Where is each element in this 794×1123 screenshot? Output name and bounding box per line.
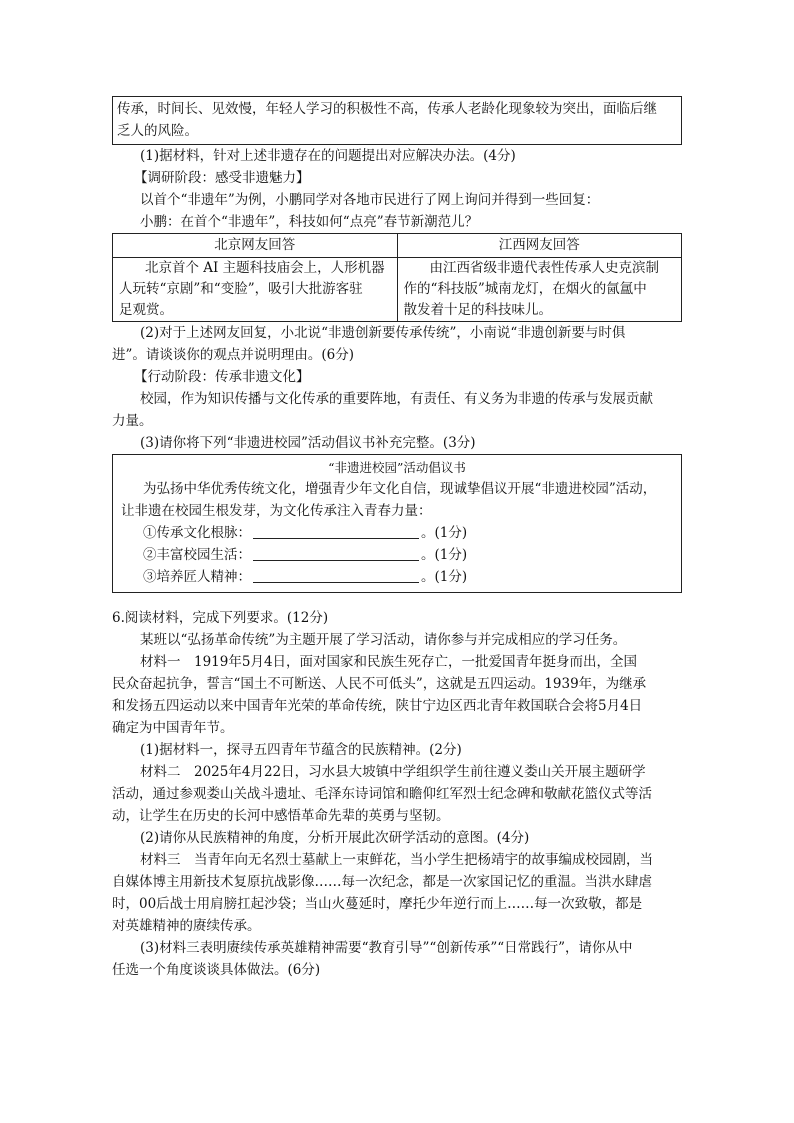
campus-paragraph-line: 力量。 [112,413,153,429]
question-2-line: (2)对于上述网友回复，小北说“非遗创新要传承传统”，小南说“非遗创新要与时俱 [140,325,626,341]
proposal-item-score: 。(1分) [421,547,468,563]
question-6-1: (1)据材料一，探寻五四青年节蕴含的民族精神。(2分) [140,742,462,758]
question-2-line: 进”。请谈谈你的观点并说明理由。(6分) [112,347,355,363]
material-3-line: 材料三 当青年向无名烈士墓献上一束鲜花，当小学生把杨靖宇的故事编成校园剧，当 [140,852,653,868]
material-2-line: 材料二 2025年4月22日，习水县大坡镇中学组织学生前往遵义娄山关开展主题研学 [140,764,646,780]
proposal-item-2 [121,544,673,566]
beijing-reply-line: 足观赏。 [119,302,173,318]
answer-blank[interactable] [253,524,419,539]
material-1-line: 和发扬五四运动以来中国青年光荣的革命传统，陕甘宁边区西北青年救国联合会将5月4日 [112,698,643,714]
proposal-intro-line: 为弘扬中华优秀传统文化，增强青少年文化自信，现诚挚倡议开展“非遗进校园”活动， [143,481,657,497]
proposal-item-label: ①传承文化根脉： [143,525,251,541]
question-6-3-line: (3)材料三表明赓续传承英雄精神需要“教育引导”“创新传承”“日常践行”，请你从中 [140,940,633,956]
xiaopeng-question: 小鹏：在首个“非遗年”，科技如何“点亮”春节新潮范儿？ [140,214,479,230]
material-3-line: 对英雄精神的赓续传承。 [112,918,261,934]
proposal-item-1 [121,522,673,544]
netizen-reply-table [112,233,682,322]
jiangxi-reply-line: 由江西省级非遗代表性传承人史克滨制 [429,260,659,276]
question-6-intro: 某班以“弘扬革命传统”为主题开展了学习活动，请你参与并完成相应的学习任务。 [140,632,627,648]
jiangxi-reply-line: 作的“科技版”城南龙灯，在烟火的氤氲中 [403,281,647,297]
jiangxi-reply-line: 散发着十足的科技味儿。 [403,302,552,318]
beijing-column [113,234,397,321]
question-6-2: (2)请你从民族精神的角度，分析开展此次研学活动的意图。(4分) [140,830,530,846]
action-stage-heading: 【行动阶段：传承非遗文化】 [134,369,310,385]
material-2-line: 动，让学生在历史的长河中感悟革命先辈的英勇与坚韧。 [112,808,450,824]
answer-blank[interactable] [253,546,419,561]
question-3: (3)请你将下列“非遗进校园”活动倡议书补充完整。(3分) [140,435,476,451]
material-3-line: 时，00后战士用肩膀扛起沙袋；当山火蔓延时，摩托少年逆行而上……每一次致敬，都是 [112,896,643,912]
material-1-line: 民众奋起抗争，誓言“国土不可断送、人民不可低头”，这就是五四运动。1939年，为继承 [112,676,647,692]
proposal-item-label: ②丰富校园生活： [143,547,251,563]
proposal-item-label: ③培养匠人精神： [143,569,251,585]
exam-page [112,96,682,981]
proposal-title: “非遗进校园”活动倡议书 [328,460,466,475]
jiangxi-header: 江西网友回答 [398,234,682,258]
proposal-intro-line: 让非遗在校园生根发芽，为文化传承注入青春力量： [121,503,432,519]
material-1-line: 确定为中国青年节。 [112,720,234,736]
top-box-line: 传承，时间长、见效慢，年轻人学习的积极性不高，传承人老龄化现象较为突出，面临后继 [117,101,657,117]
material-2-line: 活动，通过参观娄山关战斗遗址、毛泽东诗词馆和瞻仰红军烈士纪念碑和敬献花篮仪式等活 [112,786,652,802]
material-3-line: 自媒体博主用新技术复原抗战影像……每一次纪念，都是一次家国记忆的重温。当洪水肆虐 [112,874,652,890]
proposal-box [112,454,682,593]
answer-blank[interactable] [253,568,419,583]
research-stage-heading: 【调研阶段：感受非遗魅力】 [134,170,310,186]
top-text-box [112,96,682,145]
beijing-header: 北京网友回答 [113,234,397,258]
beijing-reply-line: 北京首个 AI 主题科技庙会上，人形机器 [145,260,385,276]
question-6-title: 6.阅读材料，完成下列要求。(12分) [112,610,329,626]
top-box-line: 乏人的风险。 [117,123,198,139]
question-1: (1)据材料，针对上述非遗存在的问题提出对应解决办法。(4分) [140,148,516,164]
campus-paragraph-line: 校园，作为知识传播与文化传承的重要阵地，有责任、有义务为非遗的传承与发展贡献 [140,391,653,407]
material-1-line: 材料一 1919年5月4日，面对国家和民族生死存亡，一批爱国青年挺身而出，全国 [140,654,638,670]
research-intro: 以首个“非遗年”为例，小鹏同学对各地市民进行了网上询问并得到一些回复： [140,192,600,208]
proposal-item-3 [121,566,673,588]
beijing-reply-line: 人玩转“京剧”和“变脸”，吸引大批游客驻 [119,281,363,297]
proposal-item-score: 。(1分) [421,525,468,541]
proposal-item-score: 。(1分) [421,569,468,585]
jiangxi-column [397,234,682,321]
question-6-3-line: 任选一个角度谈谈具体做法。(6分) [112,962,321,978]
